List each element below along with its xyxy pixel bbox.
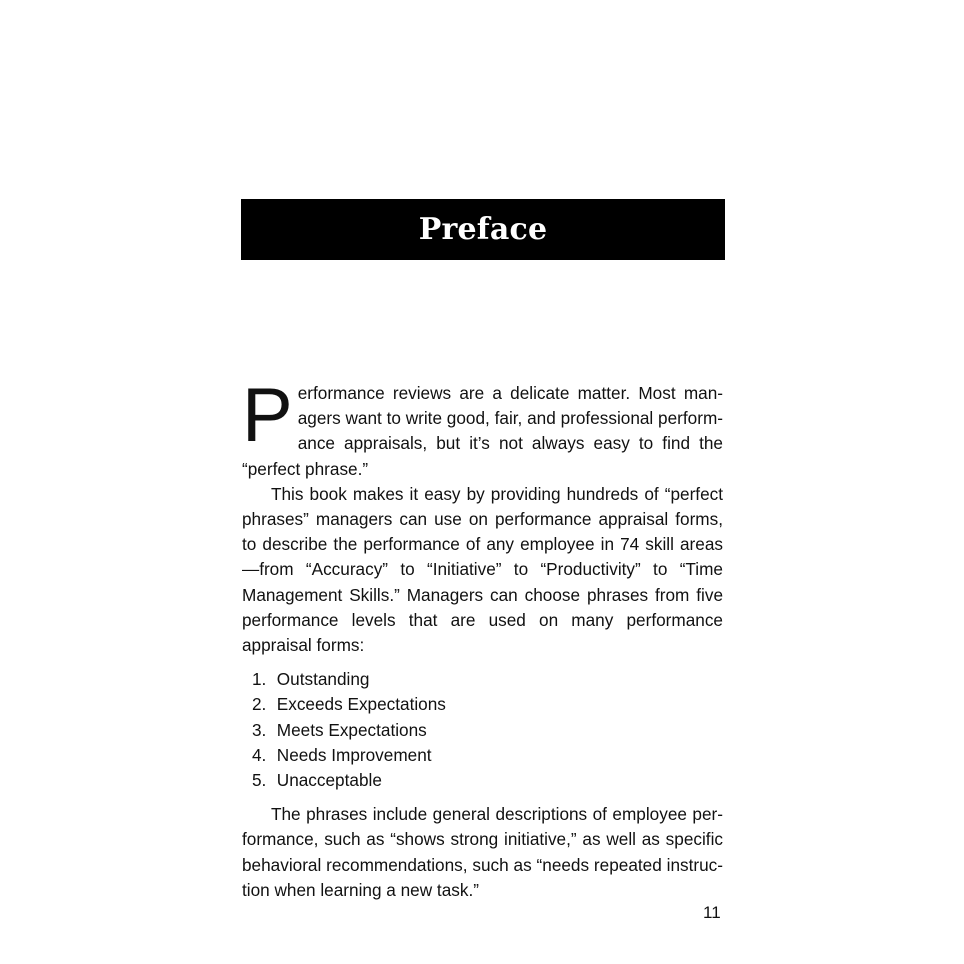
list-item-number: 3. <box>252 719 267 740</box>
chapter-title: Preface <box>418 212 548 247</box>
paragraph-intro-text: erformance reviews are a delicate matter. Most managers want to write good, fair, and professional performance appraisals, but it’s not always easy to find the “perfect phrase.” <box>242 383 723 479</box>
list-item-label: Exceeds Expectations <box>276 694 446 715</box>
performance-level-list <box>242 667 723 793</box>
list-item-number: 4. <box>252 744 267 765</box>
drop-cap: P <box>242 373 293 458</box>
list-item <box>252 692 723 717</box>
list-item-label: Meets Expectations <box>276 719 427 740</box>
paragraph-description: This book makes it easy by providing hundreds of “perfect phrases” managers can use on performance appraisal forms, to describe the performance of any employee in 74 skill areas—from “Accuracy” to “Initiative” to “Productivity” to “Time Management Skills.” Managers can choose phrases from five performance levels that are used on many performance appraisal forms: <box>242 483 723 656</box>
body-text <box>242 373 723 903</box>
list-item-number: 2. <box>252 694 267 715</box>
list-item <box>252 718 723 743</box>
list-item <box>252 768 723 793</box>
paragraph-intro <box>242 373 723 482</box>
list-item <box>252 743 723 768</box>
chapter-title-bar <box>241 199 725 260</box>
list-item-number: 5. <box>252 769 267 790</box>
list-item-label: Needs Improvement <box>276 744 432 765</box>
list-item-label: Outstanding <box>276 669 370 690</box>
page-number: 11 <box>703 903 721 922</box>
paragraph-phrases: The phrases include general descriptions of employee performance, such as “shows strong initiative,” as well as specific behavioral recommendations, such as “needs repeated instruction when learning a new task.” <box>242 804 723 900</box>
list-item-number: 1. <box>252 669 267 690</box>
list-item-label: Unacceptable <box>276 769 382 790</box>
list-item <box>252 667 723 692</box>
